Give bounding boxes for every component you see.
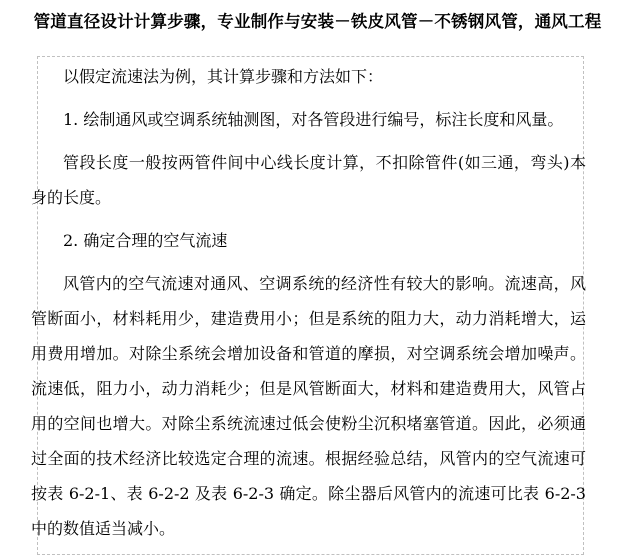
paragraph-step-1: 1. 绘制通风或空调系统轴测图，对各管段进行编号，标注长度和风量。 — [63, 110, 564, 129]
paragraph-duct-length: 管段长度一般按两管件间中心线长度计算，不扣除管件(如三通，弯头)本身的长度。 — [31, 153, 586, 207]
page — [0, 12, 635, 553]
article-content-box — [31, 56, 586, 555]
paragraph-step-2: 2. 确定合理的空气流速 — [63, 231, 228, 250]
paragraph-air-velocity: 风管内的空气流速对通风、空调系统的经济性有较大的影响。流速高，风管断面小，材料耗用少，建造费用小；但是系统的阻力大，动力消耗增大，运用费用增加。对除尘系统会增加设备和管道的摩损，对空调系统会增加噪声。流速低，阻力小，动力消耗少；但是风管断面大，材料和建造费用大，风管占用的空间也增大。对除尘系统流速过低会使粉尘沉积堵塞管道。因此，必须通过全面的技术经济比较选定合理的流速。根据经验总结，风管内的空气流速可按表 6-2-1、表 6-2-2 及表 6-2-3 确定。除尘器后风管内的流速可比表 6-2-3 中的数值适当减小。 — [31, 274, 586, 538]
paragraph-intro: 以假定流速法为例，其计算步骤和方法如下： — [63, 67, 384, 86]
page-title: 管道直径设计计算步骤，专业制作与安装－铁皮风管－不锈钢风管，通风工程 — [33, 12, 602, 31]
